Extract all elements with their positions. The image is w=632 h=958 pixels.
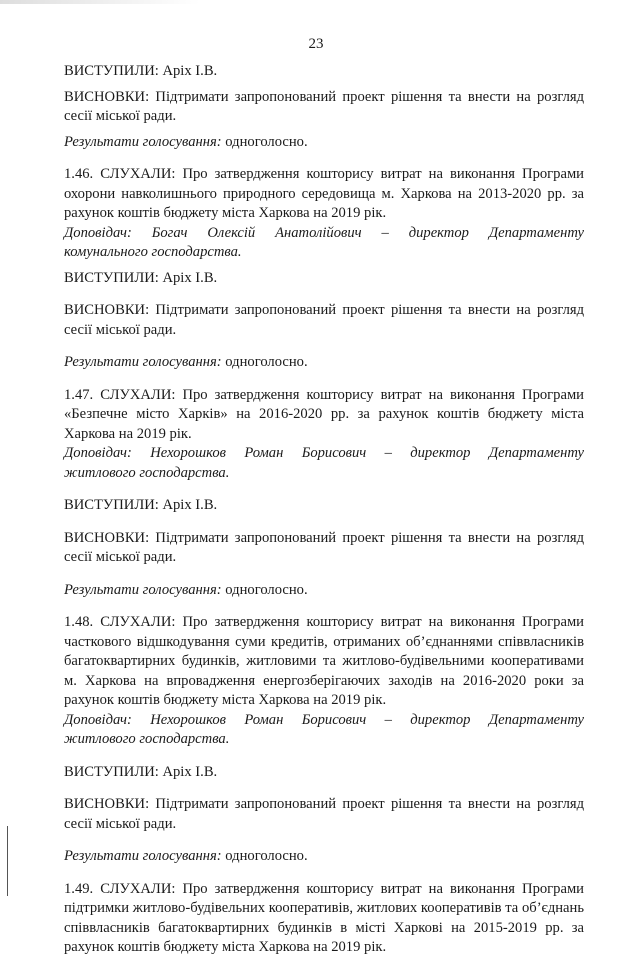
agenda-item-1-48: 1.48. СЛУХАЛИ: Про затвердження кошторису витрат на виконання Програми часткового відшкодування суми кредитів, отриманих об’єднаннями співвласників багатоквартирних будинків, житловими та житлово-будівельними кооперативами м. Харкова на впровадження енергозберігаючих заходів на 2016-2020 роки за рахунок коштів бюджету міста Харкова на 2019 рік.: [64, 614, 584, 708]
speaker-department: житлового господарства.: [64, 731, 230, 747]
speakers-line: ВИСТУПИЛИ: Аріх І.В.: [64, 497, 218, 513]
speaker-line: Доповідач: Нехорошков Роман Борисович – директор Департаменту: [64, 711, 584, 728]
voting-result: [64, 847, 584, 867]
conclusions-paragraph: ВИСНОВКИ: Підтримати запропонований проект рішення та внести на розгляд сесії міської ради.: [64, 302, 584, 338]
conclusions-paragraph: ВИСНОВКИ: Підтримати запропонований проект рішення та внести на розгляд сесії міської ради.: [64, 529, 584, 565]
speaker-department: комунального господарства.: [64, 244, 242, 260]
voting-result: [64, 133, 584, 153]
voting-result-label: Результати голосування:: [64, 848, 222, 864]
voting-result-value: одноголосно.: [225, 133, 308, 150]
page-number: 23: [308, 36, 324, 52]
document-body: [64, 62, 584, 958]
voting-result: [64, 581, 584, 601]
speaker-department: житлового господарства.: [64, 464, 230, 481]
speaker-line: Доповідач: Богач Олексій Анатолійович – директор Департаменту: [64, 224, 584, 241]
margin-line: [7, 826, 8, 896]
voting-result-value: одноголосно.: [225, 354, 308, 370]
voting-result-value: одноголосно.: [225, 848, 308, 864]
speaker-line: Доповідач: Нехорошков Роман Борисович – директор Департаменту: [64, 445, 584, 461]
conclusions-paragraph: ВИСНОВКИ: Підтримати запропонований проект рішення та внести на розгляд сесії міської ради.: [64, 796, 584, 832]
scan-artifact: [0, 0, 200, 4]
conclusions-paragraph: ВИСНОВКИ: Підтримати запропонований проект рішення та внести на розгляд сесії міської ради.: [64, 88, 584, 124]
speakers-line: ВИСТУПИЛИ: Аріх І.В.: [64, 269, 218, 286]
voting-result: [64, 353, 584, 373]
agenda-item-1-47: 1.47. СЛУХАЛИ: Про затвердження кошторису витрат на виконання Програми «Безпечне місто Харків» на 2016-2020 рр. за рахунок коштів бюджету міста Харкова на 2019 рік.: [64, 386, 584, 442]
voting-result-label: Результати голосування:: [64, 354, 222, 370]
voting-result-label: Результати голосування:: [64, 133, 222, 150]
speakers-line: ВИСТУПИЛИ: Аріх І.В.: [64, 63, 218, 79]
speakers-line: ВИСТУПИЛИ: Аріх І.В.: [64, 763, 218, 780]
voting-result-value: одноголосно.: [225, 581, 308, 598]
agenda-item-1-49: 1.49. СЛУХАЛИ: Про затвердження кошторису витрат на виконання Програми підтримки житлово-будівельних кооперативів, житлових кооперативів та об’єднань співвласників багатоквартирних будинків в місті Харкові на 2015-2019 рр. за рахунок коштів бюджету міста Харкова на 2019 рік.: [64, 880, 584, 955]
voting-result-label: Результати голосування:: [64, 581, 222, 598]
agenda-item-1-46: 1.46. СЛУХАЛИ: Про затвердження кошторису витрат на виконання Програми охорони навколишнього природного середовища м. Харкова на 2013-2020 рр. за рахунок коштів бюджету міста Харкова на 2019 рік.: [64, 166, 584, 221]
